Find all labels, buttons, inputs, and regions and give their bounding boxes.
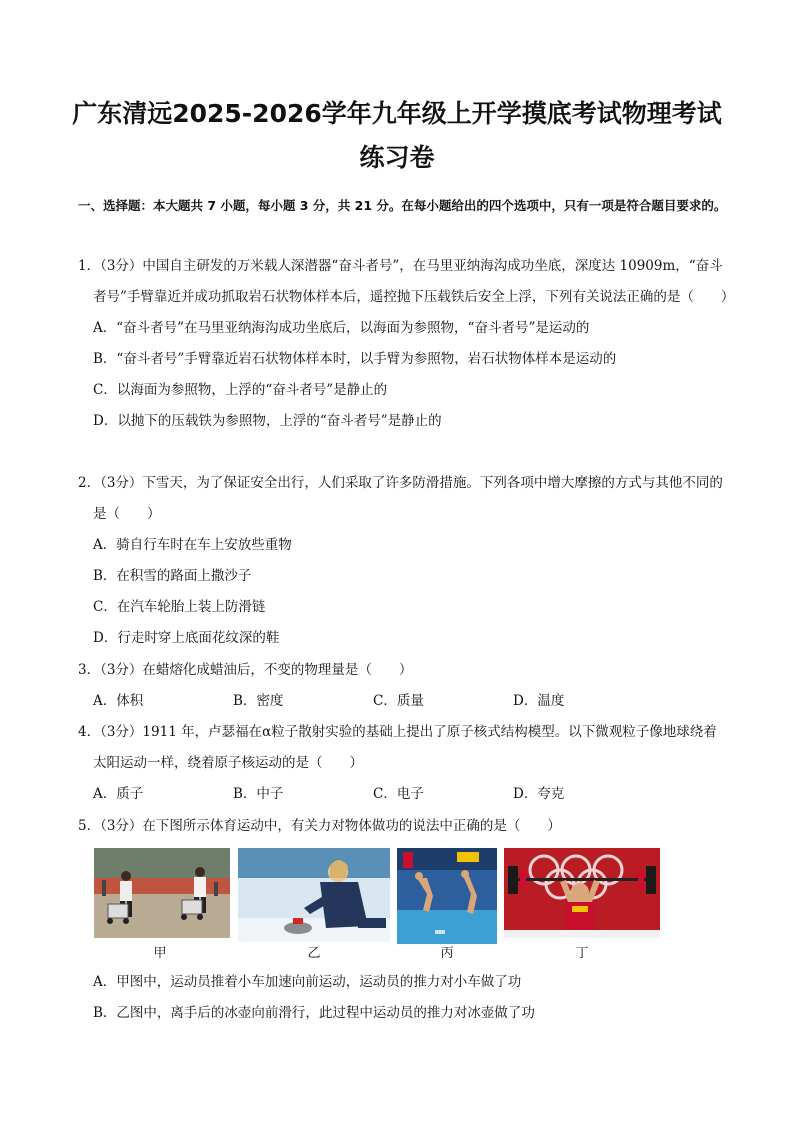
question-5-options [78,967,730,1029]
question-1-stem: 1．（3分）中国自主研发的万米载人深潜器“奋斗者号”，在马里亚纳海沟成功坐底，深度达 10909m，“奋斗者号”手臂靠近并成功抓取岩石状物体样本后，遥控抛下压载铁后安全上浮，下列有关说法正确的是（ ） [78,258,735,305]
figure-bing-image [397,848,497,944]
question-4-stem: 4．（3分）1911 年，卢瑟福在α粒子散射实验的基础上提出了原子核式结构模型。以下微观粒子像地球绕着太阳运动一样，绕着原子核运动的是（ ） [78,724,717,771]
question-2-stem: 2．（3分）下雪天，为了保证安全出行，人们采取了许多防滑措施。下列各项中增大摩擦的方式与其他不同的是（ ） [78,475,723,522]
question-1 [78,251,735,437]
question-3-options [78,686,730,717]
question-1-option-d: D．以抛下的压载铁为参照物，上浮的“奋斗者号”是静止的 [93,413,442,429]
question-3-option-b: B．密度 [233,693,284,709]
question-3-option-c: C．质量 [373,693,424,709]
question-4-option-d: D．夸克 [513,786,565,802]
question-3 [78,655,730,717]
question-5-figures [92,848,672,960]
question-4-option-c: C．电子 [373,786,424,802]
question-4 [78,717,730,810]
question-4-option-a: A．质子 [93,786,144,802]
question-2-option-a: A．骑自行车时在车上安放些重物 [93,537,292,553]
figure-yi-image [238,848,390,942]
figure-caption-ding: 丁 [575,946,589,961]
question-3-option-d: D．温度 [513,693,565,709]
question-2-option-c: C．在汽车轮胎上装上防滑链 [93,599,266,615]
question-2-option-b: B．在积雪的路面上撒沙子 [93,568,252,584]
question-3-option-a: A．体积 [93,693,144,709]
figure-caption-jia: 甲 [153,946,167,961]
question-1-option-a: A．“奋斗者号”在马里亚纳海沟成功坐底后，以海面为参照物，“奋斗者号”是运动的 [93,320,590,336]
question-5-stem: 5．（3分）在下图所示体育运动中，有关力对物体做功的说法中正确的是（ ） [78,818,561,834]
question-1-option-c: C．以海面为参照物，上浮的“奋斗者号”是静止的 [93,382,388,398]
exam-title: 广东清远2025-2026学年九年级上开学摸底考试物理考试练习卷 [72,99,722,172]
question-5 [78,811,730,842]
question-4-option-b: B．中子 [233,786,284,802]
figure-ding-image [504,848,660,938]
question-2-option-d: D．行走时穿上底面花纹深的鞋 [93,630,280,646]
figure-caption-yi: 乙 [307,946,321,961]
question-1-option-b: B．“奋斗者号”手臂靠近岩石状物体样本时，以手臂为参照物，岩石状物体样本是运动的 [93,351,617,367]
figure-jia-image [94,848,230,938]
question-4-options [78,779,730,810]
section-heading: 一、选择题：本大题共 7 小题，每小题 3 分，共 21 分。在每小题给出的四个选项中，只有一项是符合题目要求的。 [78,198,727,213]
question-2 [78,468,730,654]
question-5-option-b: B．乙图中，离手后的冰壶向前滑行，此过程中运动员的推力对冰壶做了功 [93,1005,535,1021]
question-5-option-a: A．甲图中，运动员推着小车加速向前运动，运动员的推力对小车做了功 [93,974,522,990]
figure-caption-bing: 丙 [440,946,454,961]
question-3-stem: 3．（3分）在蜡熔化成蜡油后，不变的物理量是（ ） [78,662,413,678]
